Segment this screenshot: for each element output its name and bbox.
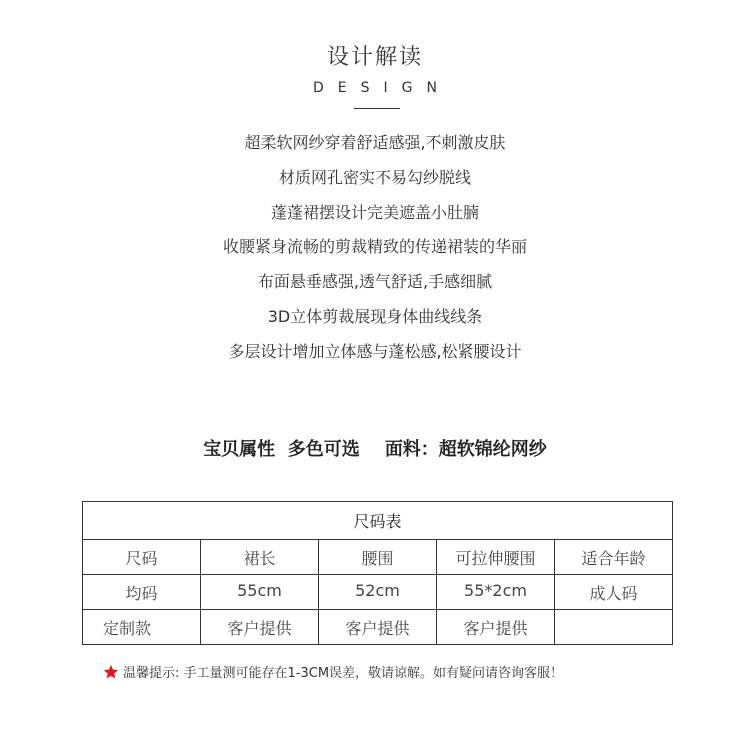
description-line: 收腰紧身流畅的剪裁精致的传递裙装的华丽 bbox=[222, 237, 527, 257]
size-table-header: 可拉伸腰围 bbox=[437, 540, 555, 575]
table-cell: 定制款 bbox=[83, 610, 201, 645]
table-cell bbox=[555, 610, 673, 645]
description-line: 蓬蓬裙摆设计完美遮盖小肚腩 bbox=[270, 202, 479, 222]
table-cell: 55*2cm bbox=[437, 575, 555, 610]
section-subtitle: DESIGN bbox=[313, 80, 451, 96]
description-line: 材质网孔密实不易勾纱脱线 bbox=[278, 167, 471, 187]
table-row bbox=[83, 575, 673, 610]
size-tip bbox=[103, 662, 563, 681]
description-line: 3D立体剪裁展现身体曲线线条 bbox=[267, 306, 483, 326]
table-row bbox=[83, 610, 673, 645]
table-cell: 均码 bbox=[83, 575, 201, 610]
title-divider bbox=[354, 108, 400, 109]
size-table-header: 裙长 bbox=[201, 540, 319, 575]
table-cell: 客户提供 bbox=[437, 610, 555, 645]
product-attributes bbox=[0, 435, 750, 461]
attribute-label: 宝贝属性 bbox=[203, 439, 276, 460]
table-cell: 成人码 bbox=[555, 575, 673, 610]
description-line: 多层设计增加立体感与蓬松感,松紧腰设计 bbox=[228, 341, 522, 361]
description-line: 布面悬垂感强,透气舒适,手感细腻 bbox=[257, 272, 493, 292]
attribute-fabric: 面料：超软锦纶网纱 bbox=[384, 439, 547, 460]
star-icon bbox=[103, 664, 119, 680]
table-cell: 52cm bbox=[319, 575, 437, 610]
design-description-list bbox=[0, 128, 750, 372]
section-title: 设计解读 bbox=[326, 45, 423, 70]
table-cell: 客户提供 bbox=[319, 610, 437, 645]
size-table-header: 适合年龄 bbox=[555, 540, 673, 575]
description-line: 超柔软网纱穿着舒适感强,不刺激皮肤 bbox=[244, 133, 506, 152]
size-table-header: 尺码 bbox=[83, 540, 201, 575]
size-table bbox=[82, 501, 673, 645]
attribute-color: 多色可选 bbox=[287, 439, 360, 460]
table-cell: 客户提供 bbox=[201, 610, 319, 645]
size-table-caption: 尺码表 bbox=[83, 502, 673, 540]
size-table-header: 腰围 bbox=[319, 540, 437, 575]
table-cell: 55cm bbox=[201, 575, 319, 610]
tip-text: 温馨提示: 手工量测可能存在1-3CM误差，敬请谅解。如有疑问请咨询客服！ bbox=[123, 666, 564, 681]
